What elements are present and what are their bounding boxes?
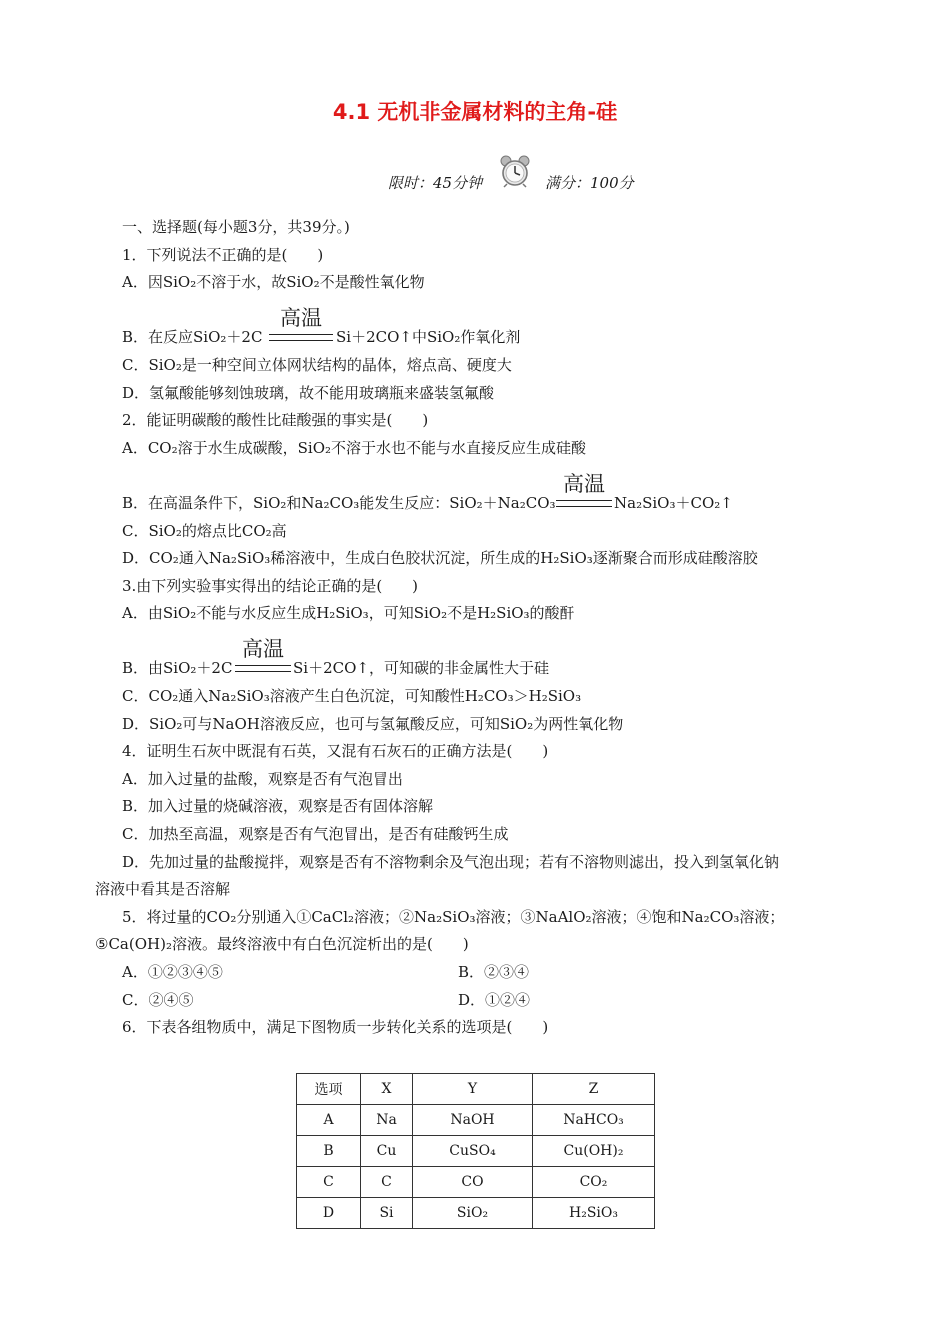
table-cell: C: [361, 1167, 413, 1198]
table-cell: Cu(OH)₂: [533, 1136, 655, 1167]
table-cell: NaOH: [413, 1105, 533, 1136]
question-3-stem: 3.由下列实验事实得出的结论正确的是( ): [122, 577, 419, 595]
question-3-option-c: C．CO₂通入Na₂SiO₃溶液产生白色沉淀，可知酸性H₂CO₃＞H₂SiO₃: [122, 687, 582, 705]
alarm-clock-icon: [498, 154, 532, 188]
time-info: [380, 168, 660, 196]
table-cell: SiO₂: [413, 1198, 533, 1229]
question-4-option-c: C．加热至高温，观察是否有气泡冒出，是否有硅酸钙生成: [122, 825, 509, 843]
time-limit: 限时：45分钟: [388, 174, 483, 192]
question-5-option-b: B．②③④: [458, 963, 530, 981]
table-cell: Si: [361, 1198, 413, 1229]
question-2-stem: 2．能证明碳酸的酸性比硅酸强的事实是( ): [122, 411, 429, 429]
question-3-option-d: D．SiO₂可与NaOH溶液反应，也可与氢氟酸反应，可知SiO₂为两性氧化物: [122, 715, 624, 733]
table-header-row: [297, 1074, 655, 1105]
question-4-option-d-line1: D．先加过量的盐酸搅拌，观察是否有不溶物剩余及气泡出现；若有不溶物则滤出，投入到氢氧化钠: [122, 853, 780, 871]
question-3-option-a: A．由SiO₂不能与水反应生成H₂SiO₃，可知SiO₂不是H₂SiO₃的酸酐: [122, 604, 575, 622]
question-3-option-b-pre: B．由SiO₂＋2C: [122, 659, 233, 677]
section-heading: 一、选择题(每小题3分，共39分。): [122, 218, 350, 236]
question-4-option-b: B．加入过量的烧碱溶液，观察是否有固体溶解: [122, 797, 434, 815]
reaction-condition-label: 高温: [242, 637, 284, 661]
double-line: [556, 500, 612, 507]
question-1-option-b-pre: B．在反应SiO₂＋2C: [122, 328, 263, 346]
question-3-option-b-post: Si＋2CO↑，可知碳的非金属性大于硅: [293, 659, 549, 677]
table-cell: CuSO₄: [413, 1136, 533, 1167]
full-score: 满分：100分: [545, 174, 634, 192]
question-1-option-b-post: Si＋2CO↑中SiO₂作氧化剂: [336, 328, 521, 346]
reaction-condition-label: 高温: [563, 472, 605, 496]
table-cell: B: [297, 1136, 361, 1167]
table-cell: A: [297, 1105, 361, 1136]
options-table: [296, 1073, 655, 1229]
question-5-option-a: A．①②③④⑤: [122, 963, 223, 981]
question-1-stem: 1．下列说法不正确的是( ): [122, 246, 324, 264]
table-header-cell: 选项: [297, 1074, 361, 1105]
question-4-option-d-line2: 溶液中看其是否溶解: [95, 880, 231, 898]
table-row: [297, 1167, 655, 1198]
table-header-cell: Y: [413, 1074, 533, 1105]
table-cell: NaHCO₃: [533, 1105, 655, 1136]
question-4-option-a: A．加入过量的盐酸，观察是否有气泡冒出: [122, 770, 403, 788]
double-line: [269, 334, 333, 341]
question-6-stem: 6．下表各组物质中，满足下图物质一步转化关系的选项是( ): [122, 1018, 549, 1036]
question-2-option-b-post: Na₂SiO₃＋CO₂↑: [614, 494, 733, 512]
table-cell: H₂SiO₃: [533, 1198, 655, 1229]
table-cell: CO: [413, 1167, 533, 1198]
question-2-option-a: A．CO₂溶于水生成碳酸，SiO₂不溶于水也不能与水直接反应生成硅酸: [122, 439, 587, 457]
table-row: [297, 1198, 655, 1229]
question-1-option-d: D．氢氟酸能够刻蚀玻璃，故不能用玻璃瓶来盛装氢氟酸: [122, 384, 495, 402]
question-5-option-c: C．②④⑤: [122, 991, 194, 1009]
double-line: [235, 665, 291, 672]
table-cell: CO₂: [533, 1167, 655, 1198]
question-2-option-c: C．SiO₂的熔点比CO₂高: [122, 522, 287, 540]
table-row: [297, 1136, 655, 1167]
reaction-condition-label: 高温: [280, 306, 322, 330]
table-row: [297, 1105, 655, 1136]
question-5-stem-line1: 5．将过量的CO₂分别通入①CaCl₂溶液；②Na₂SiO₃溶液；③NaAlO₂溶液；④饱和Na₂CO₃溶液；: [122, 908, 785, 926]
question-2-option-d: D．CO₂通入Na₂SiO₃稀溶液中，生成白色胶状沉淀，所生成的H₂SiO₃逐渐聚合而形成硅酸溶胶: [122, 549, 758, 567]
question-5-stem-line2: ⑤Ca(OH)₂溶液。最终溶液中有白色沉淀析出的是( ): [95, 935, 469, 953]
question-2-option-b-pre: B．在高温条件下，SiO₂和Na₂CO₃能发生反应：SiO₂＋Na₂CO₃: [122, 494, 556, 512]
table-cell: D: [297, 1198, 361, 1229]
question-4-stem: 4．证明生石灰中既混有石英，又混有石灰石的正确方法是( ): [122, 742, 549, 760]
page-title: 4.1 无机非金属材料的主角-硅: [332, 100, 618, 124]
table-header-cell: Z: [533, 1074, 655, 1105]
question-1-option-c: C．SiO₂是一种空间立体网状结构的晶体，熔点高、硬度大: [122, 356, 512, 374]
question-1-option-a: A．因SiO₂不溶于水，故SiO₂不是酸性氧化物: [122, 273, 425, 291]
question-5-option-d: D．①②④: [458, 991, 531, 1009]
table-cell: Cu: [361, 1136, 413, 1167]
table-cell: C: [297, 1167, 361, 1198]
table-header-cell: X: [361, 1074, 413, 1105]
table-cell: Na: [361, 1105, 413, 1136]
